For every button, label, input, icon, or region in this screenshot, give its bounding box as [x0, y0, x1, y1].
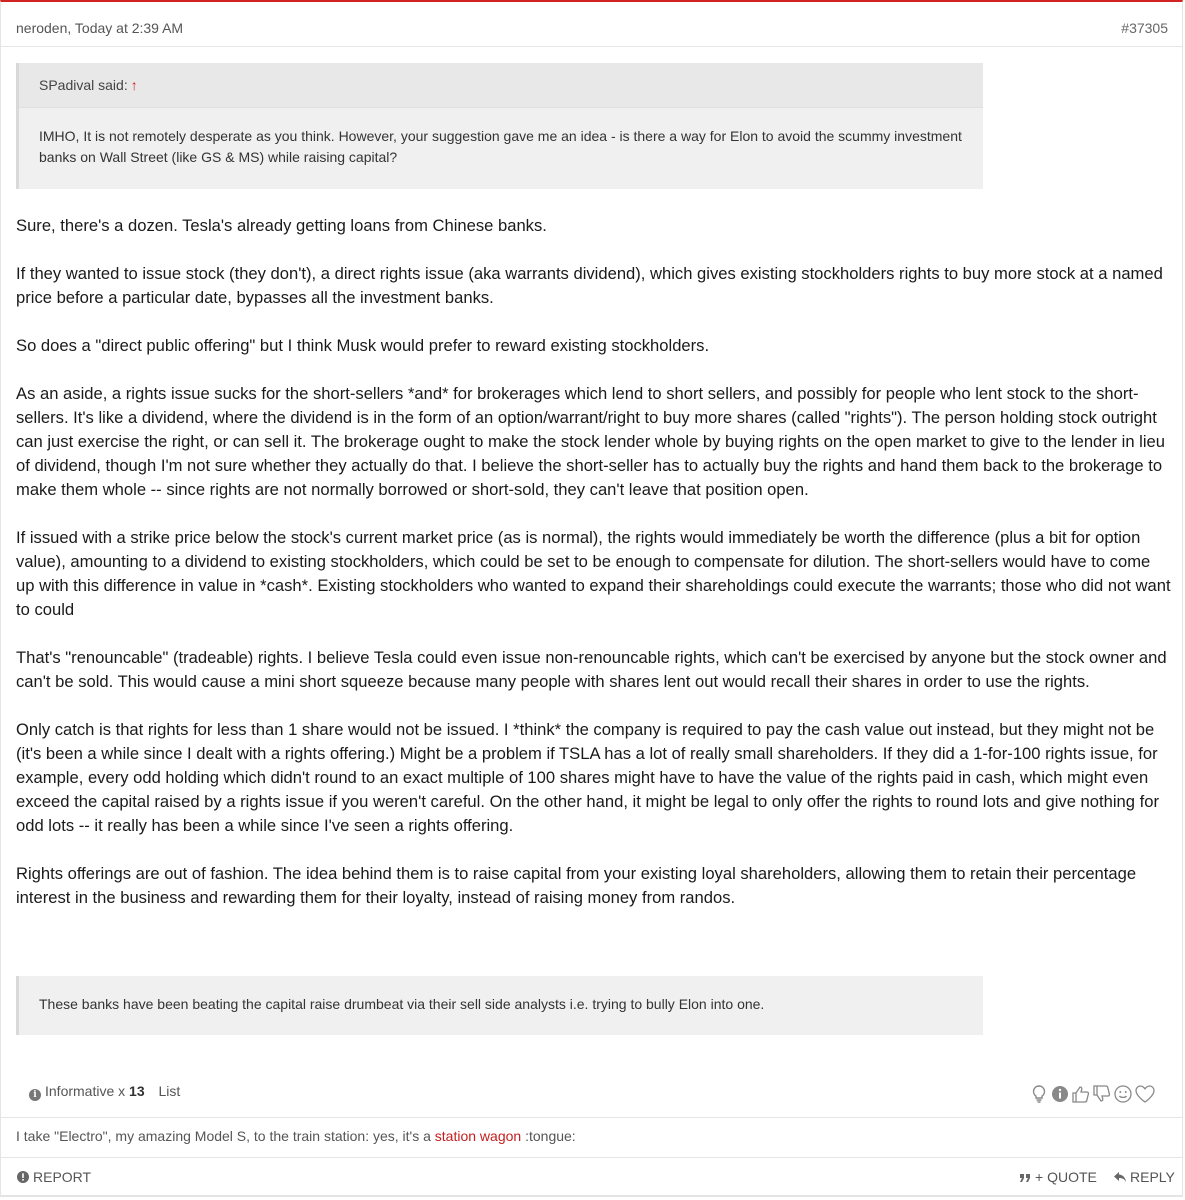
post-paragraph: Sure, there's a dozen. Tesla's already getting loans from Chinese banks.	[16, 216, 547, 235]
warning-icon	[17, 1171, 29, 1183]
thumbs-up-icon[interactable]	[1071, 1084, 1091, 1104]
reactions-summary	[29, 1083, 180, 1101]
heart-icon[interactable]	[1134, 1084, 1154, 1104]
quote-label: + QUOTE	[1035, 1169, 1097, 1185]
report-button[interactable]	[17, 1169, 91, 1185]
informative-icon: i	[29, 1089, 41, 1101]
post-body	[16, 214, 1171, 934]
go-to-quote-arrow-icon[interactable]: ↑	[130, 77, 138, 93]
post-paragraph: That's "renouncable" (tradeable) rights. I believe Tesla could even issue non-renouncable rights, which can't be exercised by anyone but the stock owner and can't be sold. This would cause a mini short squeeze because many people with shares lent out would recall their shares in order to use the rights.	[16, 648, 1167, 691]
report-label: REPORT	[33, 1169, 92, 1185]
post-footer	[1, 1157, 1182, 1197]
reply-label: REPLY	[1130, 1169, 1175, 1185]
post-paragraph: Only catch is that rights for less than 1 share would not be issued. I *think* the company is required to pay the cash value out instead, but they might not be (it's been a while since I dealt with a rights offering.) Might be a problem if TSLA has a lot of really small shareholders. If they did a 1-for-100 rights issue, for example, every odd holding which didn't round to an exact multiple of 100 shares might have to have the value of the rights paid in cash, which might even exceed the capital raised by a rights issue if you weren't careful. On the other hand, it might be legal to only offer the rights to round lots and give nothing for odd lots -- it really has been a while since I've seen a rights offering.	[16, 720, 1159, 835]
info-icon[interactable]	[1050, 1084, 1070, 1104]
quote-marks-icon	[1019, 1173, 1031, 1183]
rating-buttons	[1029, 1084, 1154, 1104]
user-signature	[1, 1117, 1182, 1157]
reply-button[interactable]	[1114, 1169, 1175, 1185]
reaction-label: Informative x	[45, 1083, 126, 1099]
inline-quote-text: These banks have been beating the capital raise drumbeat via their sell side analysts i.e. trying to bully Elon into one.	[39, 996, 765, 1012]
smiley-icon[interactable]	[1113, 1084, 1133, 1104]
reaction-count: 13	[129, 1083, 145, 1099]
quote-text: IMHO, It is not remotely desperate as you think. However, your suggestion gave me an idea - is there a way for Elon to avoid the scummy investment banks on Wall Street (like GS & MS) while raising capital?	[39, 128, 962, 165]
lightbulb-icon[interactable]	[1029, 1084, 1049, 1104]
post-author-time[interactable]: neroden, Today at 2:39 AM	[16, 20, 184, 36]
quote-attribution	[19, 63, 983, 108]
post-paragraph: Rights offerings are out of fashion. The idea behind them is to raise capital from your existing loyal shareholders, allowing them to retain their percentage interest in the business and rewarding them for their loyalty, instead of raising money from randos.	[16, 864, 1137, 907]
reply-arrow-icon	[1114, 1171, 1126, 1183]
signature-link[interactable]: station wagon	[434, 1128, 522, 1144]
inline-quote	[16, 976, 983, 1035]
quote-author-label: SPadival said:	[39, 77, 128, 93]
post-meta-bar	[1, 8, 1182, 47]
post-number-link[interactable]: #37305	[1121, 20, 1168, 36]
signature-suffix: :tongue:	[525, 1128, 576, 1144]
quote-button[interactable]	[1019, 1169, 1097, 1185]
signature-text: I take "Electro", my amazing Model S, to the train station: yes, it's a	[16, 1128, 431, 1144]
quoted-post	[16, 63, 983, 189]
post-paragraph: So does a "direct public offering" but I think Musk would prefer to reward existing stockholders.	[16, 336, 710, 355]
post-paragraph: If they wanted to issue stock (they don't), a direct rights issue (aka warrants dividend), which gives existing stockholders rights to buy more stock at a named price before a particular date, bypasses all the investment banks.	[16, 264, 1163, 307]
thumbs-down-icon[interactable]	[1092, 1084, 1112, 1104]
post-paragraph: As an aside, a rights issue sucks for the short-sellers *and* for brokerages which lend to short sellers, and possibly for people who lent stock to the short-sellers. It's like a dividend, where the dividend is in the form of an option/warrant/right to buy more shares (called "rights"). The person holding stock outright can just exercise the right, or can sell it. The brokerage ought to make the stock lender whole by buying rights on the open market to give to the lender in lieu of dividend, though I'm not sure whether they actually do that. I believe the short-seller has to actually buy the rights and hand them back to the brokerage to make them whole -- since rights are not normally borrowed or short-sold, they can't leave that position open.	[16, 384, 1166, 499]
reaction-list-link[interactable]: List	[158, 1083, 181, 1099]
post-paragraph: If issued with a strike price below the stock's current market price (as is normal), the rights would immediately be worth the difference (plus a bit for option value), amounting to a dividend to existing stockholders, which could be set to be enough to compensate for dilution. The short-sellers would have to come up with this difference in value in *cash*. Existing stockholders who wanted to expand their shareholdings could execute the warrants; those who did not want to could	[16, 528, 1171, 619]
